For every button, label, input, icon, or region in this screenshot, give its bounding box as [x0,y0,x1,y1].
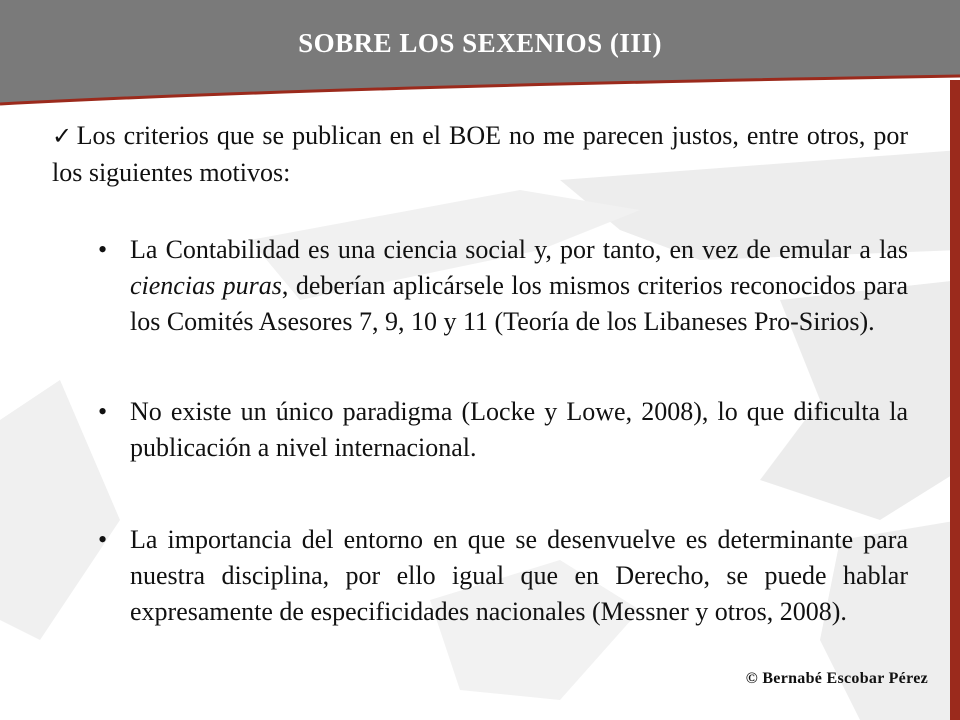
checkmark-icon: ✓ [52,124,74,150]
right-accent-bar [950,80,960,720]
intro-paragraph [52,118,908,191]
list-item [98,522,908,630]
intro-text: Los criterios que se publican en el BOE no me parecen justos, entre otros, por los siguientes motivos: [52,121,909,187]
bullet-text: La importancia del entorno en que se desenvuelve es determinante para nuestra disciplina, por ello igual que en Derecho, se puede hablar expresamente de especificidades nacionales (Messner y otros, 2008). [130,525,908,626]
slide-title: SOBRE LOS SEXENIOS (III) [298,28,662,58]
bullet-icon: • [98,235,108,264]
bullet-icon: • [98,397,108,426]
list-item [98,394,908,466]
list-item [98,232,908,340]
bullet-text: La Contabilidad es una ciencia social y, por tanto, en vez de emular a las [130,235,908,264]
bullet-text: No existe un único paradigma (Locke y Lowe, 2008), lo que dificulta la publicación a nivel internacional. [130,397,908,462]
bullet-icon: • [98,525,108,554]
bullet-list [98,232,908,630]
bullet-text-cont: , deberían aplicársele los mismos criterios reconocidos para los Comités Asesores 7, 9, 10 y 11 (Teoría de los Libaneses Pro-Sirios). [130,271,908,336]
copyright-notice: © Bernabé Escobar Pérez [745,670,928,687]
bullet-emphasis: ciencias puras [130,271,282,300]
